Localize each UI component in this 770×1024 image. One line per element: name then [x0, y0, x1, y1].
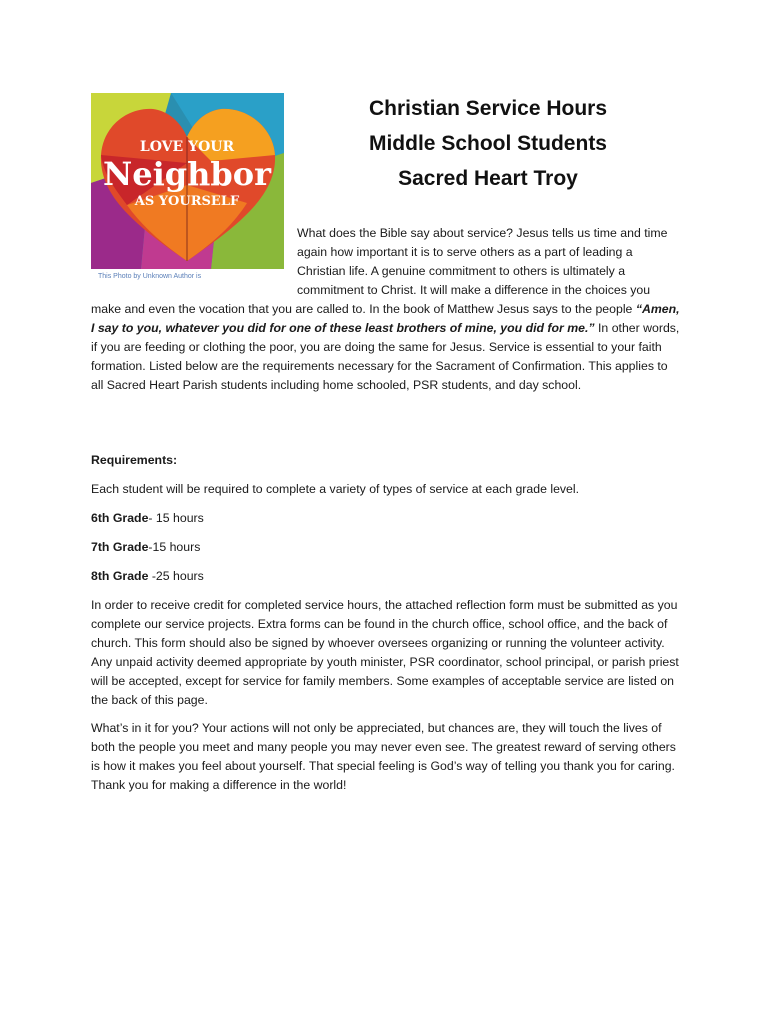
love-your-neighbor-logo	[91, 93, 284, 269]
intro-line: again how important it is to serve others as a part of leading a	[297, 245, 633, 259]
grade-label: 7th Grade	[91, 540, 149, 554]
grade-requirement	[91, 509, 681, 528]
grade-hours: - 15 hours	[148, 511, 204, 525]
logo-caption[interactable]: This Photo by Unknown Author is	[98, 273, 202, 280]
whats-in-it-paragraph: What’s in it for you? Your actions will not only be appreciated, but chances are, they will touch the lives of both the people you meet and many people you may never even see. The greatest reward of serving others is how it makes you feel about yourself. That special feeling is God’s way of telling you thank you for caring. Thank you for making a difference in the world!	[91, 721, 676, 792]
grade-hours: -15 hours	[148, 540, 201, 554]
intro-line: Christian life. A genuine commitment to others is ultimately a	[297, 264, 626, 278]
intro-paragraph-top	[297, 224, 685, 300]
credit-paragraph: In order to receive credit for completed service hours, the attached reflection form must be submitted as you complete our service projects. Extra forms can be found in the church office, school office, and the back of church. This form should also be signed by whoever oversees organizing or running the volunteer activity. Any unpaid activity deemed appropriate by youth minister, PSR coordinator, school principal, or parish priest will be accepted, except for service for family members. Some examples of acceptable service are listed on the back of this page.	[91, 598, 679, 707]
grade-label: 8th Grade	[91, 569, 149, 583]
logo-line1: LOVE YOUR	[139, 139, 235, 155]
intro-rest: other words, if you are feeding or clothing the poor, you are doing the same for Jesus. Service is essential to your faith formation. Listed below are the requirements necessary for the Sacrament of Confirmation. This applies to all Sacred Heart Parish students including home schooled, PSR students, and day school.	[91, 321, 680, 392]
intro-line: What does the Bible say about service? Jesus tells us time and time	[297, 226, 668, 240]
logo-line2: Neighbor	[103, 155, 271, 193]
requirements-text: Each student will be required to complete a variety of types of service at each grade level.	[91, 482, 580, 496]
page-title-line3: Sacred Heart Troy	[398, 167, 578, 190]
grade-requirement	[91, 538, 681, 557]
requirements-heading: Requirements:	[91, 453, 178, 467]
heart-graphic	[91, 93, 284, 269]
intro-paragraph-rest	[91, 300, 681, 395]
page-title-line2: Middle School Students	[368, 132, 607, 155]
page-title-line1: Christian Service Hours	[368, 97, 608, 120]
intro-line5: make and even the vocation that you are called to. In the book of Matthew Jesus says to the people	[91, 302, 633, 316]
grade-label: 6th Grade	[91, 511, 149, 525]
bible-quote: “Amen, I say to you, whatever you did for one of these least brothers of mine, you did for me.”	[91, 302, 680, 335]
intro-line: commitment to Christ. It will make a difference in the choices you	[297, 283, 651, 297]
grade-requirement	[91, 567, 681, 586]
intro-after-quote: In	[594, 321, 609, 335]
grade-hours: -25 hours	[148, 569, 204, 583]
logo-line3: AS YOURSELF	[134, 194, 240, 209]
